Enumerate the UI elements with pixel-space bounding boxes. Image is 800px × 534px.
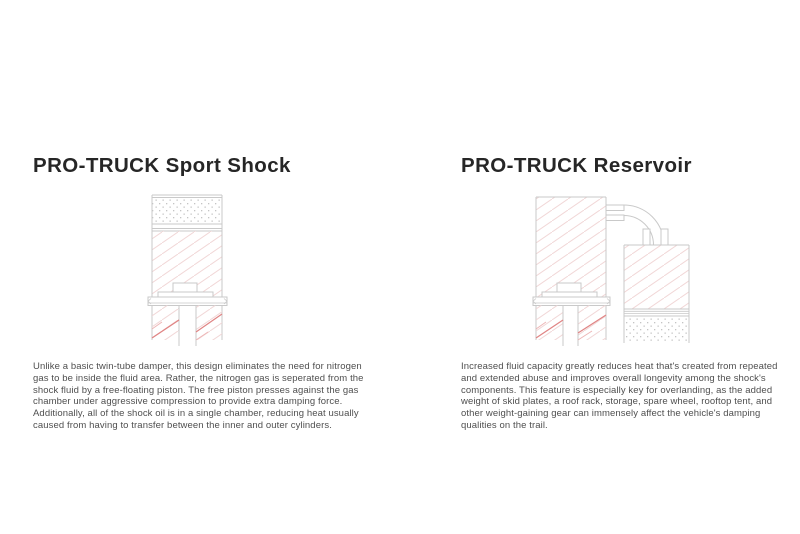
sport-shock-description: Unlike a basic twin-tube damper, this design eliminates the need for nitrogen gas to be inside the fluid area. Rather, the nitrogen gas is seperated from the shock fluid by a free-floating piston. The free piston presses against the gas chamber under aggressive compression to provide extra damping force. Additionally, all of the shock oil is in a single chamber, reducing heat usually caused from having to transfer between the inner and outer cylinders.: [33, 361, 364, 431]
reservoir-heading: PRO-TRUCK Reservoir: [461, 154, 692, 177]
reservoir-diagram-icon: [520, 188, 700, 358]
sport-shock-diagram-icon: [130, 188, 260, 358]
sport-shock-heading: PRO-TRUCK Sport Shock: [33, 154, 291, 177]
reservoir-description: Increased fluid capacity greatly reduces heat that's created from repeated and extended abuse and improves overall longevity among the shock's components. This feature is especially key for overlanding, as the added weight of skid plates, a roof rack, storage, spare wheel, rooftop tent, and other weight-gaining gear can immensely affect the vehicle's damping qualities on the trail.: [461, 361, 778, 431]
sport-shock-figure: [130, 188, 260, 358]
reservoir-figure: [520, 188, 700, 358]
reservoir-section: [461, 155, 797, 495]
sport-shock-section: [33, 155, 369, 495]
